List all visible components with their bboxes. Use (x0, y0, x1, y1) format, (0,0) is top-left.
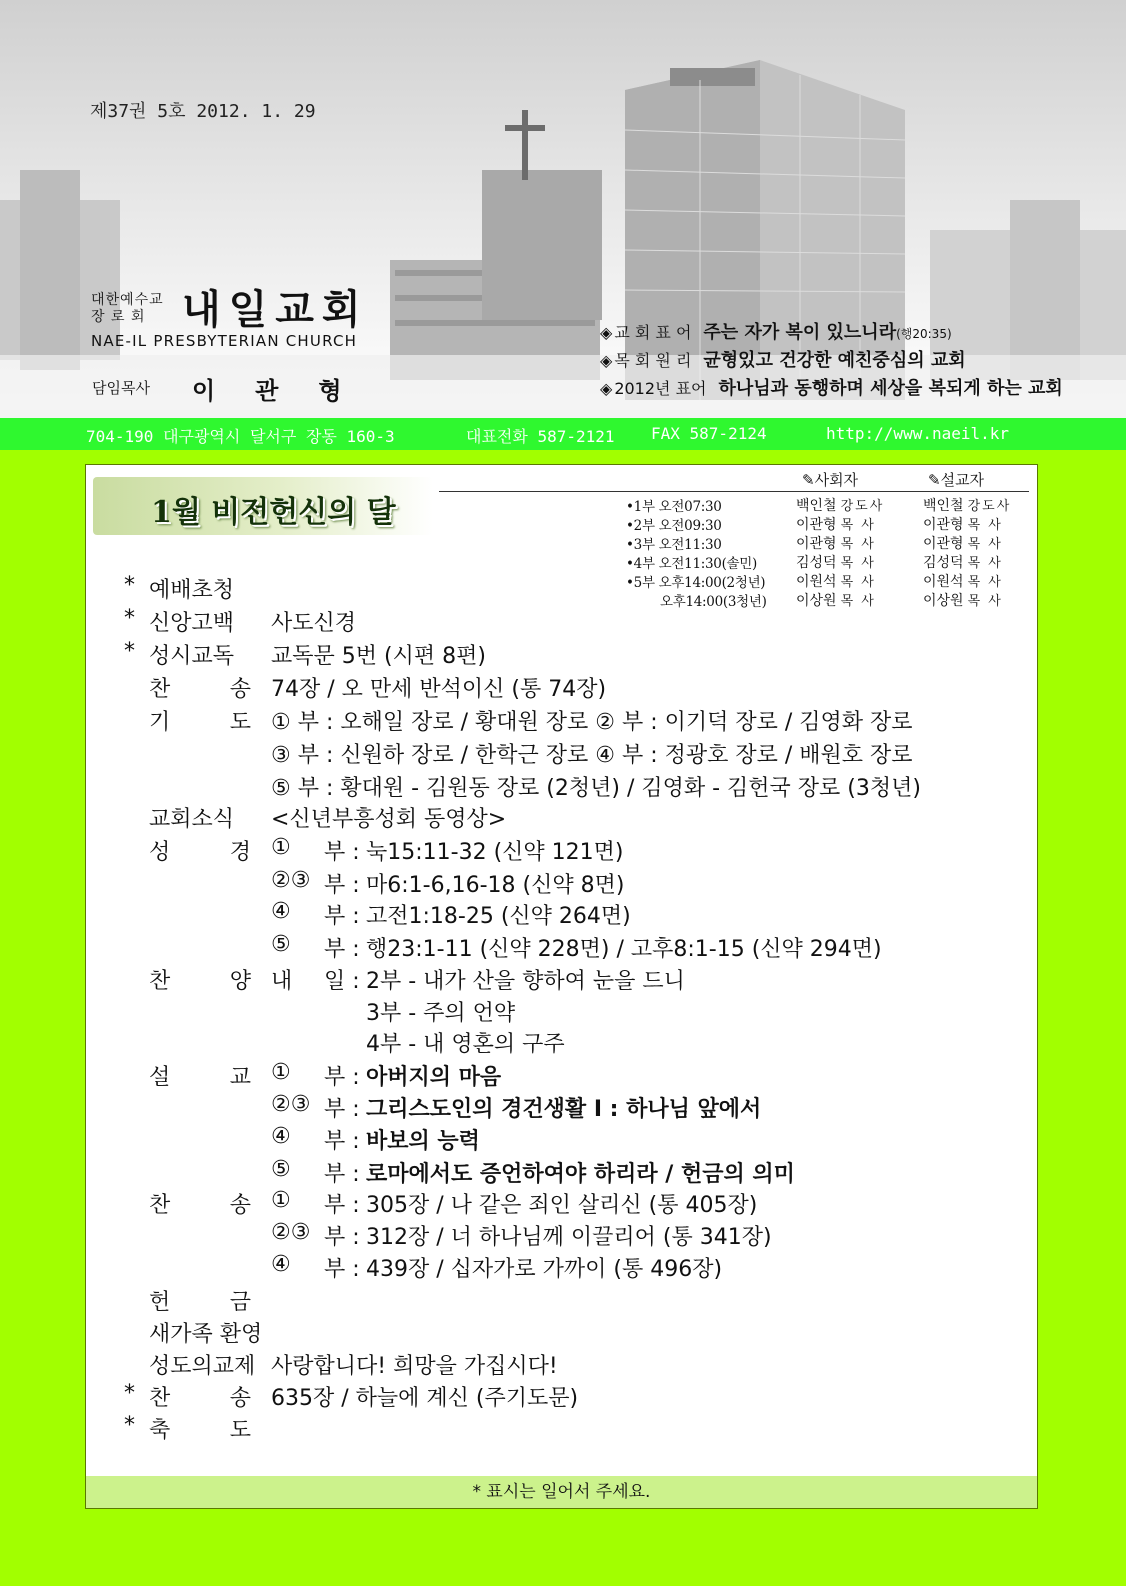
preacher (923, 552, 1033, 572)
order-label: 신앙고백 (149, 611, 235, 636)
presider-title: 목 사 (840, 556, 876, 571)
order-item-prayer-cont (86, 738, 1037, 770)
anthem-line: 3부 - 주의 언약 (366, 1001, 516, 1026)
motto-church (600, 318, 952, 344)
service-bu: 부 : (324, 1257, 360, 1282)
service-number: ① (271, 835, 291, 860)
order-item-scripture-cont (86, 932, 1037, 964)
stand-instruction-note: * 표시는 일어서 주세요. (86, 1476, 1037, 1508)
order-label (149, 1285, 251, 1316)
presider-header (802, 469, 858, 490)
label-part: 경 (229, 840, 251, 865)
month-theme-banner (93, 477, 433, 535)
order-content: 74장 / 오 만세 반석이신 (통 74장) (271, 677, 607, 702)
motto-value: 하나님과 동행하며 세상을 복되게 하는 교회 (718, 378, 1063, 399)
order-label (149, 835, 251, 866)
service-number: ⑤ (271, 932, 291, 957)
contact-bar (0, 418, 1126, 450)
order-content: <신년부흥성회 동영상> (271, 807, 507, 832)
service-time: •4부 오전11:30(솔민) (626, 556, 757, 572)
diamond-icon: ◈ (600, 323, 613, 342)
order-item-newcomers (86, 1317, 1037, 1349)
anthem-line: 4부 - 내 영혼의 구주 (366, 1032, 565, 1057)
order-content: 사랑합니다! 희망을 가집시다! (271, 1354, 558, 1379)
service-bu: 부 : (324, 1129, 360, 1154)
preacher-name: 이관형 (923, 517, 964, 533)
service-bu: 부 : (324, 873, 360, 898)
service-bu: 부 : (324, 1097, 360, 1122)
order-label: 새가족 환영 (149, 1322, 263, 1347)
order-item-reading (86, 639, 1037, 671)
service-bu: 부 : (324, 1162, 360, 1187)
scripture-text: 마6:1-6,16-18 (신약 8면) (366, 873, 625, 898)
order-item-prayer-cont (86, 771, 1037, 803)
label-part: 성 (149, 840, 171, 865)
order-label (149, 1060, 251, 1091)
motto-pastoral (600, 346, 966, 372)
order-item-sermon-cont (86, 1124, 1037, 1156)
motto-label: 교 회 표 어 (614, 323, 692, 342)
motto-label: 목 회 원 리 (614, 351, 692, 370)
order-item-news (86, 802, 1037, 834)
order-item-benediction (86, 1413, 1037, 1445)
preacher-title: 목 사 (967, 518, 1003, 533)
order-item-prayer (86, 705, 1037, 737)
order-item-creed (86, 606, 1037, 638)
service-number: ④ (271, 1124, 291, 1149)
service-time: •5부 오후14:00(2청년) (626, 575, 766, 591)
pastor-title: 담임목사 (92, 379, 150, 397)
label-part: 송 (229, 1193, 251, 1218)
order-item-anthem-cont (86, 996, 1037, 1028)
pencil-icon: ✎ (928, 471, 941, 489)
preacher-title: 목 사 (967, 575, 1003, 590)
label-part: 찬 (149, 1193, 171, 1218)
header-banner (0, 0, 1126, 418)
scripture-text: 고전1:18-25 (신약 264면) (366, 904, 631, 929)
service-bu: 부 : (324, 840, 360, 865)
preacher-name: 이원석 (923, 574, 964, 590)
scripture-text: 행23:1-11 (신약 228면) / 고후8:1-15 (신약 294면) (366, 937, 882, 962)
service-number: ① (271, 1188, 291, 1213)
presider-title: 목 사 (840, 518, 876, 533)
preacher-title: 목 사 (967, 594, 1003, 609)
prayer-line: ③ 부 : 신원하 장로 / 한학근 장로 ④ 부 : 정광호 장로 / 배원호 장로 (271, 743, 913, 768)
order-item-anthem (86, 964, 1037, 996)
presider-title: 목 사 (840, 594, 876, 609)
service-bu: 부 : (324, 904, 360, 929)
preacher-name: 백인철 (923, 498, 964, 514)
order-item-hymn2 (86, 1188, 1037, 1220)
order-item-sermon (86, 1060, 1037, 1092)
order-item-hymn (86, 672, 1037, 704)
hymn-text: 305장 / 나 같은 죄인 살리신 (통 405장) (366, 1193, 758, 1218)
service-time: •1부 오전07:30 (626, 499, 722, 515)
order-label (149, 1188, 251, 1219)
preacher (923, 533, 1033, 553)
stand-mark: * (124, 606, 135, 631)
service-bu: 부 : (324, 1193, 360, 1218)
service-number: ① (271, 1060, 291, 1085)
presider (796, 495, 906, 515)
church-fax: FAX 587-2124 (651, 424, 767, 443)
label-part: 헌 (149, 1290, 171, 1315)
label-part: 송 (229, 677, 251, 702)
preacher-title: 목 사 (967, 556, 1003, 571)
order-label (149, 705, 251, 736)
order-content: 635장 / 하늘에 계신 (주기도문) (271, 1386, 579, 1411)
presider-name: 이관형 (796, 536, 837, 552)
denomination (91, 292, 164, 326)
pencil-icon: ✎ (802, 471, 815, 489)
order-item-scripture (86, 835, 1037, 867)
denomination-line2: 장 로 회 (91, 309, 146, 325)
order-label: 교회소식 (149, 807, 235, 832)
presider-name: 이관형 (796, 517, 837, 533)
issue-number: 제37권 5호 2012. 1. 29 (90, 101, 316, 122)
presider-title: 강도사 (840, 499, 885, 514)
church-address: 704-190 대구광역시 달서구 장동 160-3 (86, 427, 395, 446)
order-item-fellowship (86, 1349, 1037, 1381)
church-phone: 대표전화 587-2121 (466, 427, 615, 446)
order-label: 예배초청 (149, 578, 235, 603)
motto-value: 주는 자가 복이 있느니라 (703, 322, 897, 343)
order-label (149, 964, 251, 995)
order-label (149, 1413, 251, 1444)
presider-header-label: 사회자 (814, 471, 859, 489)
service-time: 오후14:00(3청년) (660, 594, 767, 610)
anthem-sub-b: 일 : (324, 969, 360, 994)
hymn-text: 439장 / 십자가로 가까이 (통 496장) (366, 1257, 723, 1282)
order-item-hymn2-cont (86, 1252, 1037, 1284)
presider-name: 이상원 (796, 593, 837, 609)
diamond-icon: ◈ (600, 351, 613, 370)
order-item-offering (86, 1285, 1037, 1317)
label-part: 축 (149, 1418, 171, 1443)
preacher-name: 김성덕 (923, 555, 964, 571)
anthem-sub-a: 내 (271, 969, 293, 994)
stand-mark: * (124, 639, 135, 664)
schedule-divider (439, 491, 1029, 492)
label-part: 양 (229, 969, 251, 994)
label-part: 찬 (149, 969, 171, 994)
motto-2012 (600, 374, 1063, 400)
order-item-call (86, 573, 1037, 605)
label-part: 찬 (149, 677, 171, 702)
preacher-header (928, 469, 984, 490)
service-number: ②③ (271, 1092, 311, 1117)
service-time: •2부 오전09:30 (626, 518, 722, 534)
order-label (149, 672, 251, 703)
motto-value: 균형있고 건강한 예친중심의 교회 (703, 350, 966, 371)
label-part: 금 (229, 1290, 251, 1315)
presider-title: 목 사 (840, 537, 876, 552)
motto-label: 2012년 표어 (614, 379, 707, 398)
service-number: ②③ (271, 1220, 311, 1245)
order-item-scripture-cont (86, 899, 1037, 931)
church-name-english: NAE-IL PRESBYTERIAN CHURCH (91, 332, 358, 350)
preacher-header-label: 설교자 (940, 471, 985, 489)
order-content: 교독문 5번 (시편 8편) (271, 644, 486, 669)
label-part: 도 (229, 1418, 251, 1443)
presider (796, 533, 906, 553)
preacher (923, 495, 1033, 515)
prayer-line: ① 부 : 오해일 장로 / 황대원 장로 ② 부 : 이기덕 장로 / 김영화 장로 (271, 710, 913, 735)
motto-reference: (행20:35) (896, 327, 952, 341)
presider (796, 514, 906, 534)
preacher (923, 514, 1033, 534)
order-item-closing-hymn (86, 1381, 1037, 1413)
label-part: 도 (229, 710, 251, 735)
presider-name: 김성덕 (796, 555, 837, 571)
month-theme-title: 1월 비전헌신의 달 (151, 495, 396, 530)
church-website-link[interactable]: http://www.naeil.kr (826, 424, 1010, 443)
order-label (149, 1381, 251, 1412)
service-time: •3부 오전11:30 (626, 537, 722, 553)
stand-mark: * (124, 1413, 135, 1438)
denomination-line1: 대한예수교 (91, 292, 164, 308)
presider (796, 552, 906, 572)
sermon-title: 바보의 능력 (366, 1129, 480, 1154)
label-part: 설 (149, 1065, 171, 1090)
order-item-anthem-cont (86, 1027, 1037, 1059)
order-label: 성시교독 (149, 644, 235, 669)
label-part: 기 (149, 710, 171, 735)
order-content: 사도신경 (271, 611, 357, 636)
service-bu: 부 : (324, 1225, 360, 1250)
label-part: 교 (229, 1065, 251, 1090)
sermon-title: 그리스도인의 경건생활 Ⅰ : 하나님 앞에서 (366, 1097, 762, 1122)
preacher-name: 이관형 (923, 536, 964, 552)
pastor-name: 이관형 (192, 377, 382, 405)
sermon-title: 아버지의 마음 (366, 1065, 502, 1090)
hymn-text: 312장 / 너 하나님께 이끌리어 (통 341장) (366, 1225, 772, 1250)
order-label: 성도의교제 (149, 1354, 256, 1379)
scripture-text: 눅15:11-32 (신약 121면) (366, 840, 624, 865)
prayer-line: ⑤ 부 : 황대원 - 김원동 장로 (2청년) / 김영화 - 김헌국 장로 (3청년) (271, 776, 921, 801)
order-item-sermon-cont (86, 1157, 1037, 1189)
service-number: ④ (271, 1252, 291, 1277)
label-part: 송 (229, 1386, 251, 1411)
preacher-title: 목 사 (967, 537, 1003, 552)
label-part: 찬 (149, 1386, 171, 1411)
order-item-scripture-cont (86, 868, 1037, 900)
order-item-sermon-cont (86, 1092, 1037, 1124)
service-number: ②③ (271, 868, 311, 893)
anthem-line: 2부 - 내가 산을 향하여 눈을 드니 (366, 969, 685, 994)
stand-mark: * (124, 573, 135, 598)
preacher-title: 강도사 (967, 499, 1012, 514)
service-bu: 부 : (324, 937, 360, 962)
service-number: ⑤ (271, 1157, 291, 1182)
presider-name: 이원석 (796, 574, 837, 590)
diamond-icon: ◈ (600, 379, 613, 398)
order-item-hymn2-cont (86, 1220, 1037, 1252)
sermon-title: 로마에서도 증언하여야 하리라 / 헌금의 의미 (366, 1162, 795, 1187)
stand-mark: * (124, 1381, 135, 1406)
preacher-name: 이상원 (923, 593, 964, 609)
service-bu: 부 : (324, 1065, 360, 1090)
worship-order-box (85, 464, 1038, 1509)
church-name: 내일교회 (182, 287, 369, 333)
service-number: ④ (271, 899, 291, 924)
presider-title: 목 사 (840, 575, 876, 590)
presider-name: 백인철 (796, 498, 837, 514)
